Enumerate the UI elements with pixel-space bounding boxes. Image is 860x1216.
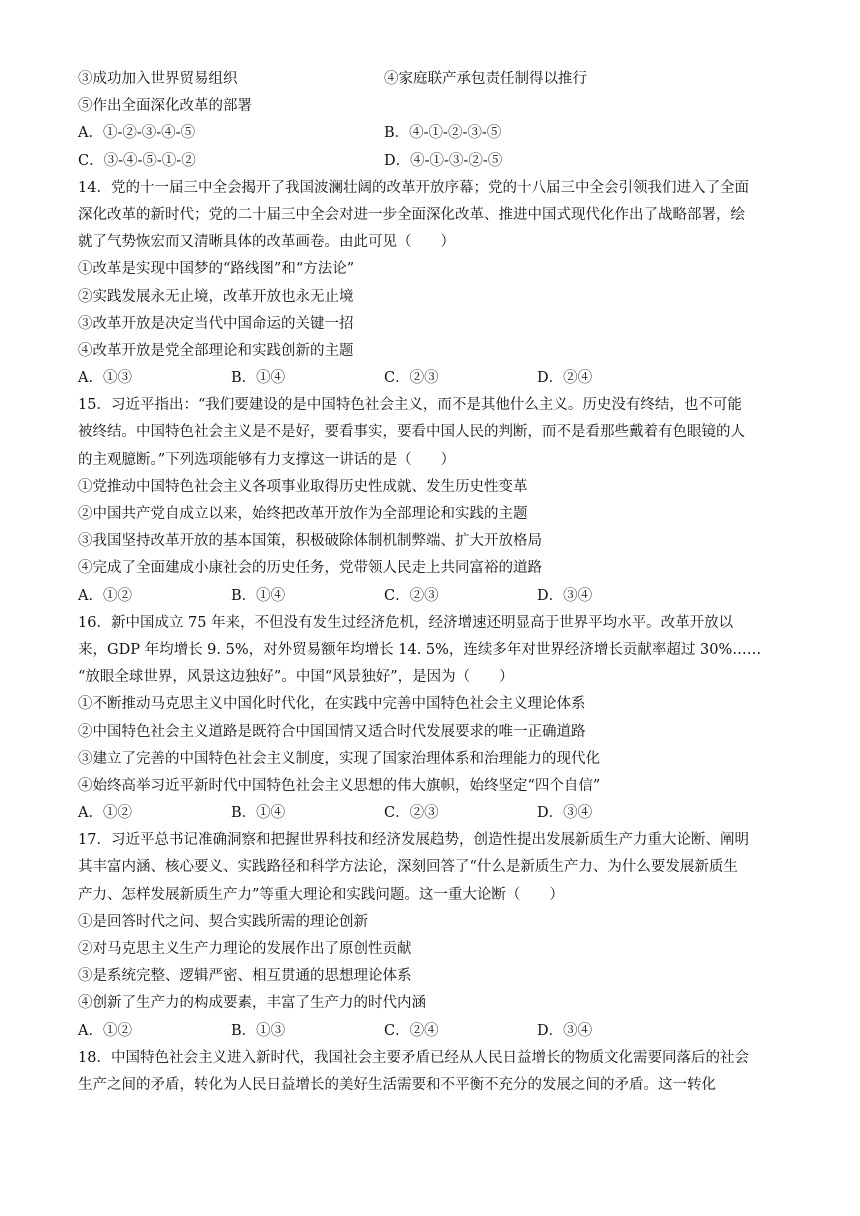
q17-stem-line: 17．习近平总书记准确洞察和把握世界科技和经济发展趋势，创造性提出发展新质生产力重大论断、阐明 — [78, 832, 749, 849]
q17-stem-line: 产力、怎样发展新质生产力”等重大理论和实践问题。这一重大论断（ ） — [78, 886, 564, 903]
q14-item-4: ④改革开放是党全部理论和实践创新的主题 — [78, 342, 354, 359]
q13-option-b[interactable]: B．④-①-②-③-⑤ — [384, 125, 502, 142]
q13-options-row-2 — [78, 148, 790, 175]
q14-options — [78, 365, 790, 392]
q15-option-b[interactable]: B．①④ — [231, 587, 286, 604]
q13-items-row — [78, 66, 790, 93]
q17-option-d[interactable]: D．③④ — [537, 1022, 593, 1039]
q14-item-2: ②实践发展永无止境，改革开放也永无止境 — [78, 288, 354, 305]
q15-item-2: ②中国共产党自成立以来，始终把改革开放作为全部理论和实践的主题 — [78, 506, 528, 522]
q14-item-3: ③改革开放是决定当代中国命运的关键一招 — [78, 315, 354, 332]
q14-stem-line: 14．党的十一届三中全会揭开了我国波澜壮阔的改革开放序幕；党的十八届三中全会引领我们进入了全面 — [78, 179, 749, 196]
q18-stem-line: 18．中国特色社会主义进入新时代，我国社会主要矛盾已经从人民日益增长的物质文化需要同落后的社会 — [78, 1049, 749, 1066]
q15-item-4: ④完成了全面建成小康社会的历史任务，党带领人民走上共同富裕的道路 — [78, 560, 542, 577]
q14-item-1: ①改革是实现中国梦的“路线图”和“方法论” — [78, 261, 355, 278]
q16-stem-line: 来，GDP 年均增长 9. 5%，对外贸易额年均增长 14. 5%，连续多年对世界经济增长贡献率超过 30%…… — [78, 641, 762, 658]
q17-option-a[interactable]: A．①② — [78, 1022, 132, 1039]
exam-page — [78, 66, 790, 1099]
q13-item-5: ⑤作出全面深化改革的部署 — [78, 98, 252, 115]
q16-item-3: ③建立了完善的中国特色社会主义制度，实现了国家治理体系和治理能力的现代化 — [78, 750, 600, 767]
q14-stem-line: 就了气势恢宏而又清晰具体的改革画卷。由此可见（ ） — [78, 234, 455, 251]
q14-option-a[interactable]: A．①③ — [78, 370, 132, 387]
q15-stem-line: 的主观臆断。”下列选项能够有力支撑这一讲话的是（ ） — [78, 451, 456, 468]
q17-options — [78, 1018, 790, 1045]
q15-option-a[interactable]: A．①② — [78, 587, 132, 604]
q16-item-1: ①不断推动马克思主义中国化时代化，在实践中完善中国特色社会主义理论体系 — [78, 696, 586, 713]
q17-item-4: ④创新了生产力的构成要素，丰富了生产力的时代内涵 — [78, 995, 426, 1012]
q13-option-d[interactable]: D．④-①-③-②-⑤ — [384, 152, 503, 169]
q16-item-2: ②中国特色社会主义道路是既符合中国国情又适合时代发展要求的唯一正确道路 — [78, 723, 586, 740]
q15-item-1: ①党推动中国特色社会主义各项事业取得历史性成就、发生历史性变革 — [78, 478, 528, 495]
q17-item-1: ①是回答时代之问、契合实践所需的理论创新 — [78, 913, 368, 930]
question-17 — [78, 827, 790, 1045]
q15-stem-line: 被终结。中国特色社会主义是不是好，要看事实，要看中国人民的判断，而不是看那些戴着有色眼镜的人 — [78, 424, 745, 441]
q16-item-4: ④始终高举习近平新时代中国特色社会主义思想的伟大旗帜，始终坚定“四个自信” — [78, 777, 601, 794]
q17-option-b[interactable]: B．①③ — [231, 1022, 286, 1039]
q13-item-4: ④家庭联产承包责任制得以推行 — [384, 71, 587, 87]
q17-option-c[interactable]: C．②④ — [384, 1022, 439, 1039]
q14-option-c[interactable]: C．②③ — [384, 370, 439, 387]
q14-stem-line: 深化改革的新时代；党的二十届三中全会对进一步全面深化改革、推进中国式现代化作出了战略部署，绘 — [78, 206, 745, 223]
q16-option-c[interactable]: C．②③ — [384, 805, 439, 822]
q17-item-3: ③是系统完整、逻辑严密、相互贯通的思想理论体系 — [78, 968, 412, 985]
q15-option-c[interactable]: C．②③ — [384, 587, 439, 604]
q13-options-row-1 — [78, 120, 790, 147]
q16-options — [78, 800, 790, 827]
q15-stem-line: 15．习近平指出：“我们要建设的是中国特色社会主义，而不是其他什么主义。历史没有终结，也不可能 — [78, 397, 742, 414]
q13-option-c[interactable]: C．③-④-⑤-①-② — [78, 152, 196, 169]
question-15 — [78, 392, 790, 610]
q15-option-d[interactable]: D．③④ — [537, 587, 593, 604]
q16-option-b[interactable]: B．①④ — [231, 805, 286, 822]
q16-option-a[interactable]: A．①② — [78, 805, 132, 822]
q16-stem-line: 16．新中国成立 75 年来，不但没有发生过经济危机，经济增速还明显高于世界平均水平。改革开放以 — [78, 614, 734, 631]
question-18 — [78, 1045, 790, 1099]
q16-option-d[interactable]: D．③④ — [537, 805, 593, 822]
q15-options — [78, 583, 790, 610]
q13-option-a[interactable]: A．①-②-③-④-⑤ — [78, 125, 196, 142]
q14-option-d[interactable]: D．②④ — [537, 370, 593, 387]
q17-stem-line: 其丰富内涵、核心要义、实践路径和科学方法论，深刻回答了“什么是新质生产力、为什么要发展新质生 — [78, 859, 738, 876]
q13-item-3: ③成功加入世界贸易组织 — [78, 71, 238, 87]
q17-item-2: ②对马克思主义生产力理论的发展作出了原创性贡献 — [78, 941, 412, 957]
q18-stem-line: 生产之间的矛盾，转化为人民日益增长的美好生活需要和不平衡不充分的发展之间的矛盾。这一转化 — [78, 1076, 716, 1093]
question-16 — [78, 610, 790, 828]
question-14 — [78, 175, 790, 393]
q14-option-b[interactable]: B．①④ — [231, 370, 286, 387]
q16-stem-line: “放眼全球世界，风景这边独好”。中国“风景独好”，是因为（ ） — [78, 669, 514, 686]
q15-item-3: ③我国坚持改革开放的基本国策，积极破除体制机制弊端、扩大开放格局 — [78, 533, 542, 550]
